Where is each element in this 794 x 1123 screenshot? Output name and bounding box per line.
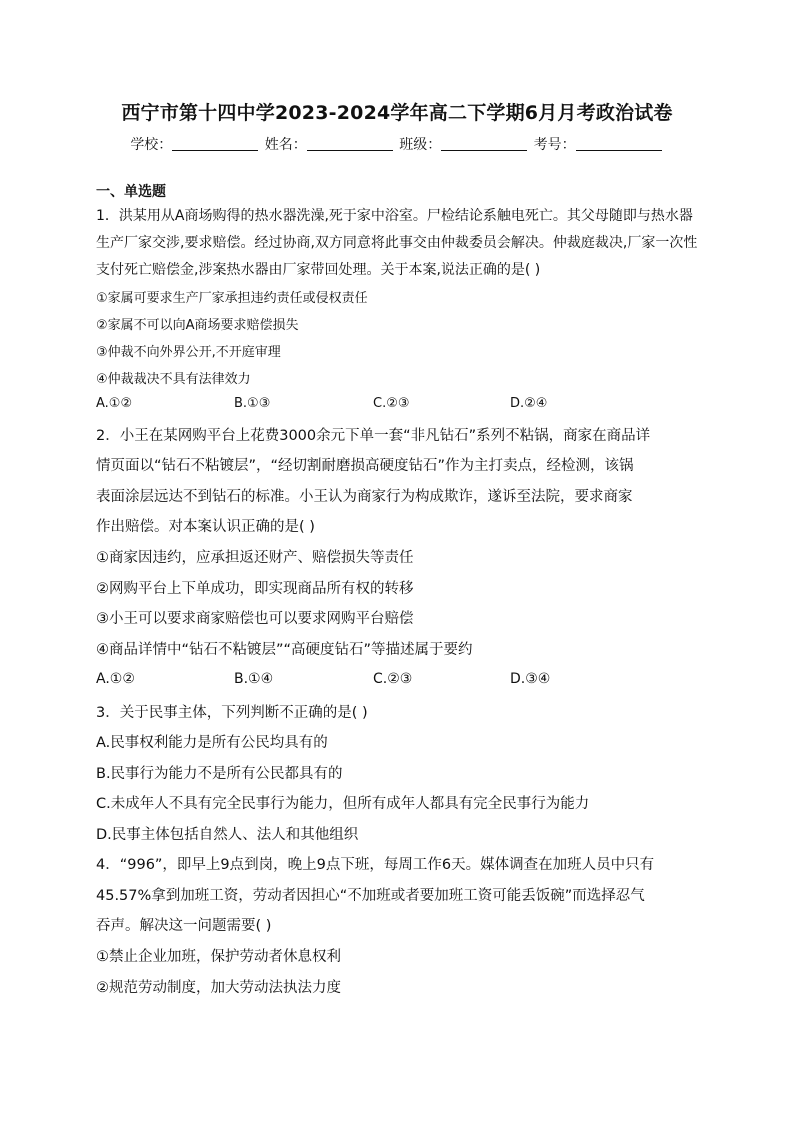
q1-option-a[interactable]: A.①② <box>96 396 133 411</box>
q4-stem-line-1: 4．“996”，即早上9点到岗，晚上9点下班，每周工作6天。媒体调查在加班人员中只有 <box>96 857 655 873</box>
q4-stem-line-2: 45.57%拿到加班工资，劳动者因担心“不加班或者要加班工资可能丢饭碗”而选择忍气 <box>96 888 645 904</box>
q3-option-b[interactable]: B.民事行为能力不是所有公民都具有的 <box>96 766 343 782</box>
q2-stem-line-1: 2．小王在某网购平台上花费3000余元下单一套“非凡钻石”系列不粘锅，商家在商品详 <box>96 428 651 444</box>
school-label: 学校： <box>130 137 173 153</box>
q3-stem-line-1: 3．关于民事主体，下列判断不正确的是( ) <box>96 705 368 721</box>
q1-statement-1: ①家属可要求生产厂家承担违约责任或侵权责任 <box>96 291 368 306</box>
q1-statement-2: ②家属不可以向A商场要求赔偿损失 <box>96 318 299 333</box>
q2-option-a[interactable]: A.①② <box>96 671 135 687</box>
q2-stem-line-2: 情页面以“钻石不粘镀层”，“经切割耐磨损高硬度钻石”作为主打卖点，经检测，该锅 <box>96 458 634 474</box>
q2-statement-2: ②网购平台上下单成功，即实现商品所有权的转移 <box>96 581 414 597</box>
q4-stem-line-3: 吞声。解决这一问题需要( ) <box>96 918 272 934</box>
q1-statement-3: ③仲裁不向外界公开,不开庭审理 <box>96 345 281 360</box>
student-info-line <box>0 134 794 154</box>
name-blank[interactable] <box>307 136 393 151</box>
q3-option-a[interactable]: A.民事权利能力是所有公民均具有的 <box>96 735 328 751</box>
q2-stem-line-4: 作出赔偿。对本案认识正确的是( ) <box>96 519 315 535</box>
q4-statement-1: ①禁止企业加班，保护劳动者休息权利 <box>96 949 341 965</box>
q4-statement-2: ②规范劳动制度，加大劳动法执法力度 <box>96 980 341 996</box>
section-title: 一、单选题 <box>96 184 166 200</box>
number-label: 考号： <box>533 137 576 153</box>
class-blank[interactable] <box>441 136 527 151</box>
q2-option-b[interactable]: B.①④ <box>234 671 274 687</box>
q1-stem-line-3: 支付死亡赔偿金,涉案热水器由厂家带回处理。关于本案,说法正确的是( ) <box>96 262 541 278</box>
class-label: 班级： <box>399 137 442 153</box>
q2-statement-1: ①商家因违约，应承担返还财产、赔偿损失等责任 <box>96 550 414 566</box>
q3-option-c[interactable]: C.未成年人不具有完全民事行为能力，但所有成年人都具有完全民事行为能力 <box>96 796 590 812</box>
q1-stem-line-2: 生产厂家交涉,要求赔偿。经过协商,双方同意将此事交由仲裁委员会解决。仲裁庭裁决,厂家一次性 <box>96 235 698 251</box>
q3-option-d[interactable]: D.民事主体包括自然人、法人和其他组织 <box>96 827 359 843</box>
q2-statement-4: ④商品详情中“钻石不粘镀层”“高硬度钻石”等描述属于要约 <box>96 642 473 658</box>
q2-option-d[interactable]: D.③④ <box>510 671 551 687</box>
number-blank[interactable] <box>576 136 662 151</box>
q1-stem-line-1: 1．洪某用从A商场购得的热水器洗澡,死于家中浴室。尸检结论系触电死亡。其父母随即与热水器 <box>96 208 693 224</box>
q2-option-c[interactable]: C.②③ <box>373 671 413 687</box>
q2-stem-line-3: 表面涂层远达不到钻石的标准。小王认为商家行为构成欺诈，遂诉至法院，要求商家 <box>96 489 633 505</box>
name-label: 姓名： <box>264 137 307 153</box>
q1-option-b[interactable]: B.①③ <box>234 396 271 411</box>
exam-title: 西宁市第十四中学2023-2024学年高二下学期6月月考政治试卷 <box>121 102 673 124</box>
q1-statement-4: ④仲裁裁决不具有法律效力 <box>96 372 251 387</box>
q2-statement-3: ③小王可以要求商家赔偿也可以要求网购平台赔偿 <box>96 611 414 627</box>
q1-option-c[interactable]: C.②③ <box>373 396 410 411</box>
q1-option-d[interactable]: D.②④ <box>510 396 548 411</box>
school-blank[interactable] <box>172 136 258 151</box>
